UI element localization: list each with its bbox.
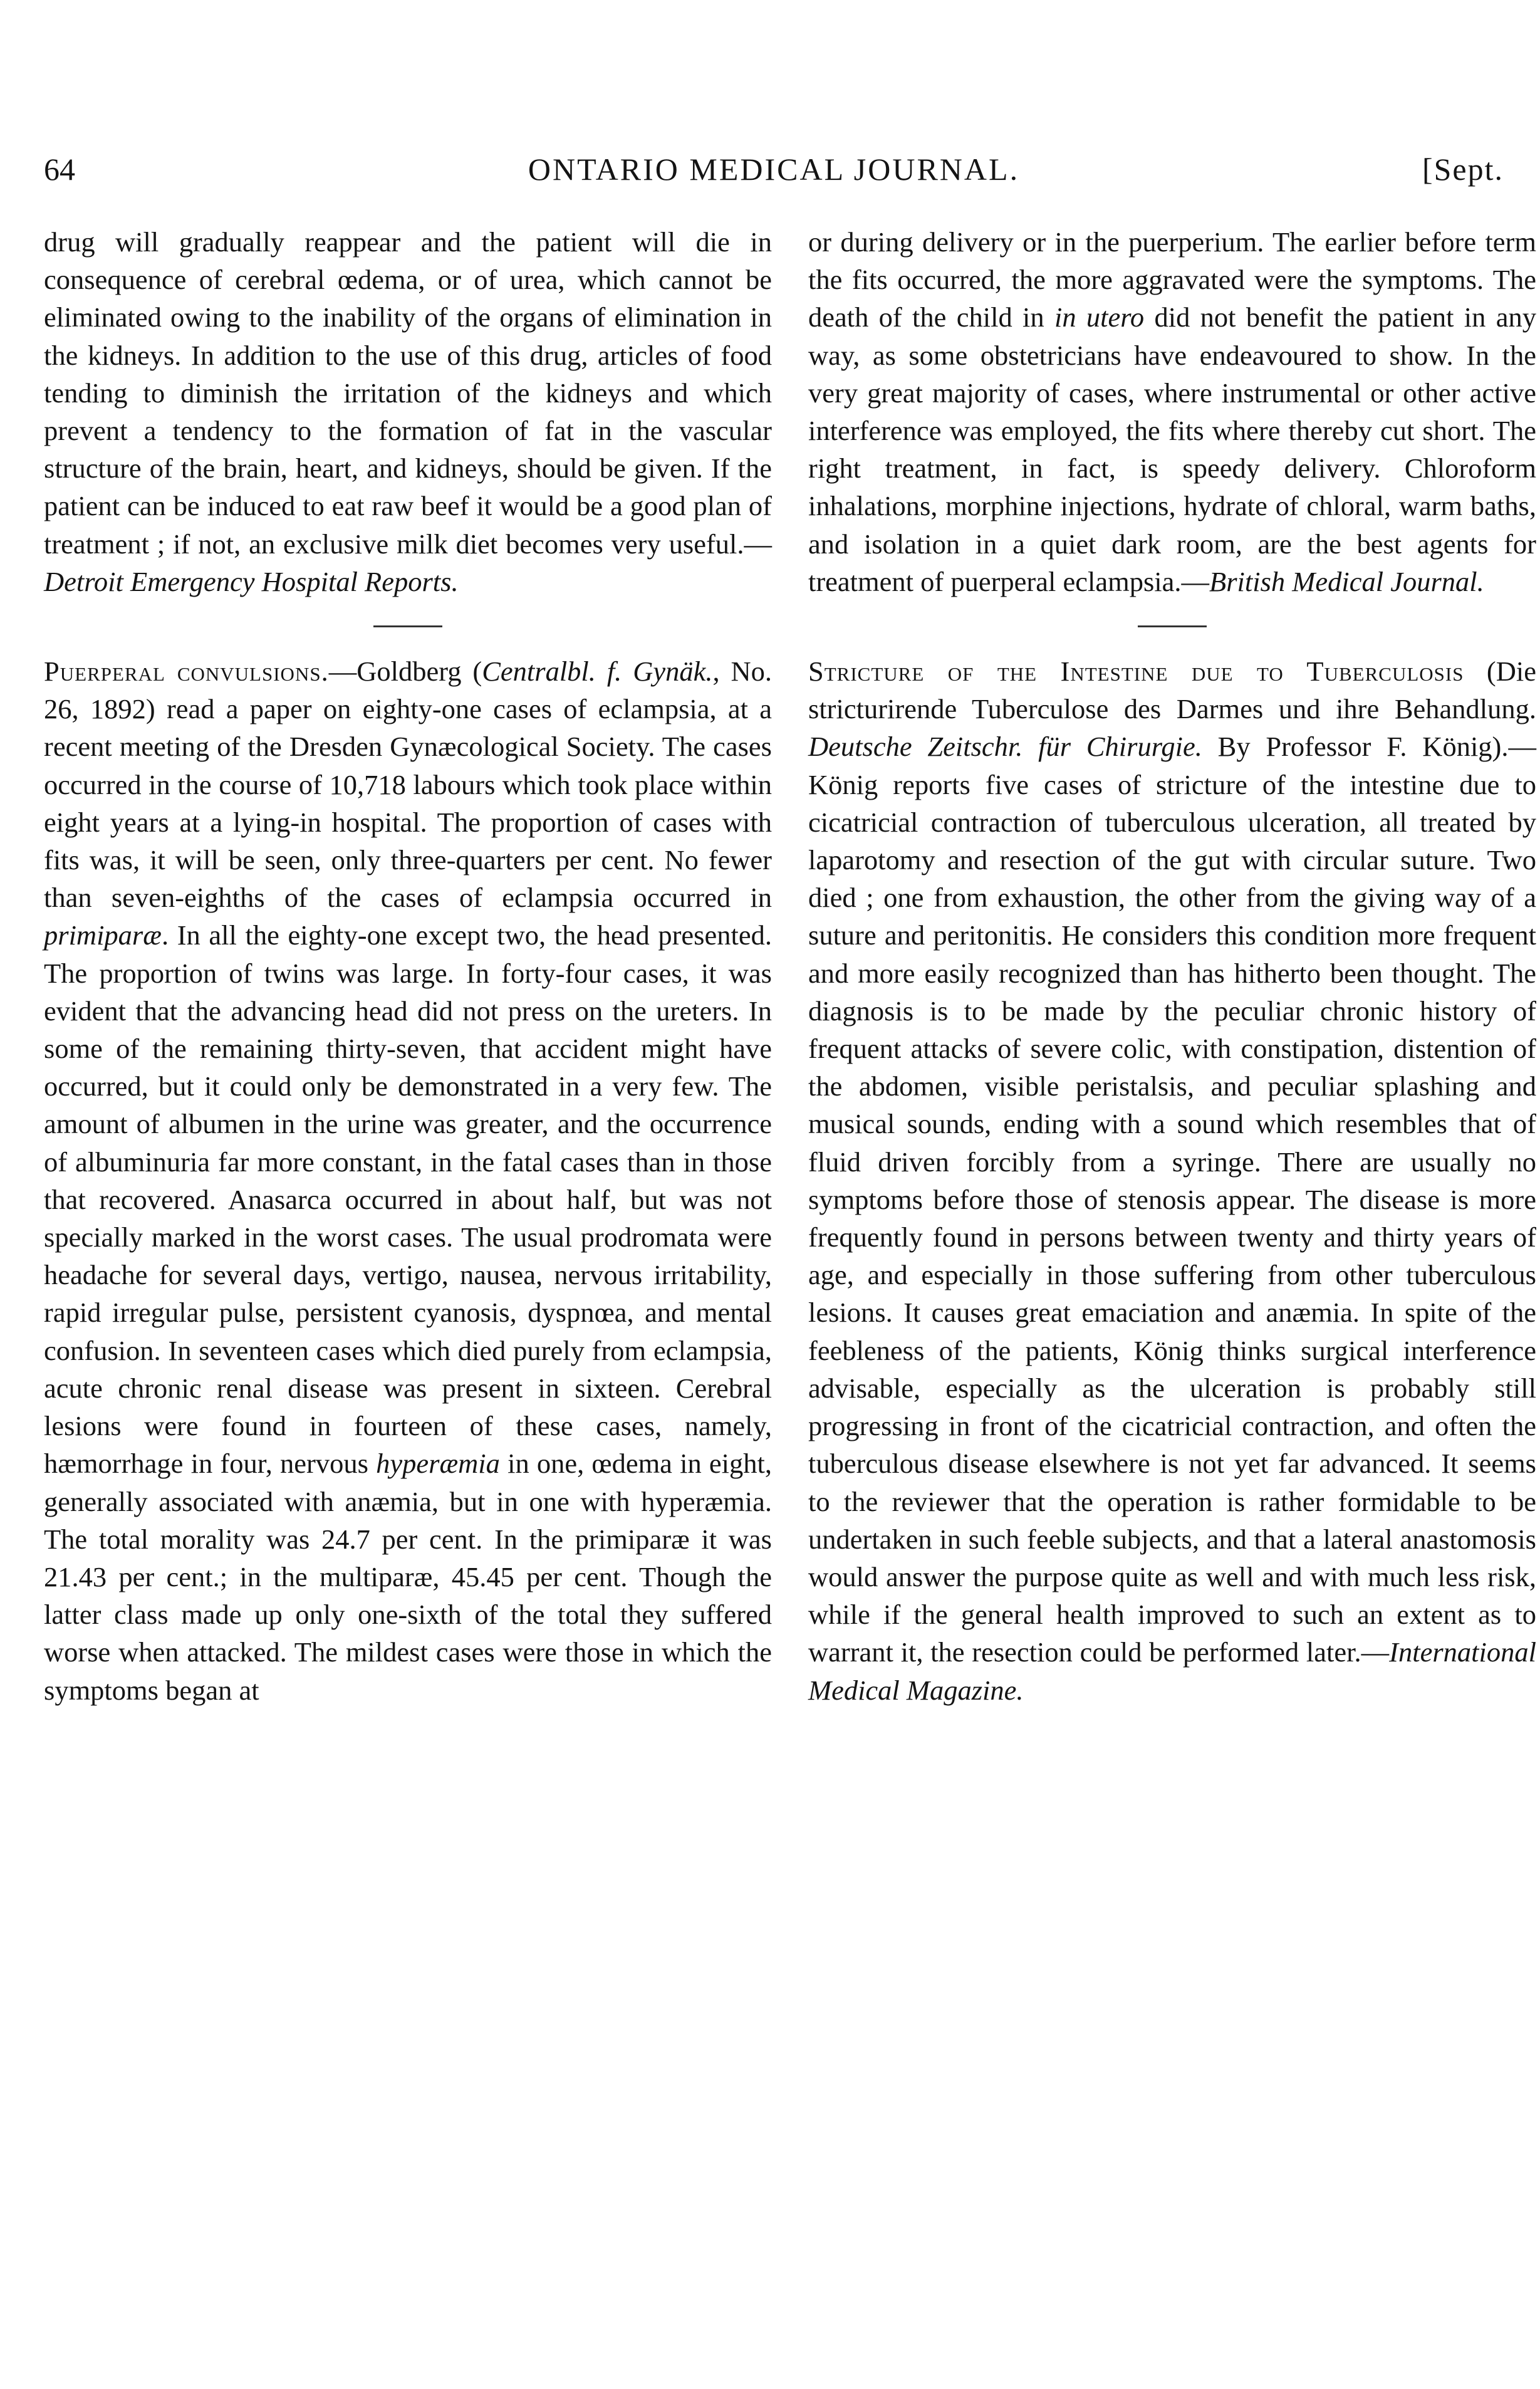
article-text: By Professor F. König).—König reports five cases of stricture of the intestine due to cicatricial contraction of tuberculous ulceration, all treated by laparotomy and resection of the gut with circular suture. Two died ; one from exhaustion, the other from the giving way of a suture and peritonitis. He considers this condition more frequent and more easily recognized than has hitherto been thought. The diagnosis is to be made by the peculiar chronic history of frequent attacks of severe colic, with constipation, distention of the abdomen, visible peristalsis, and peculiar splashing and musical sounds, ending with a sound which resembles that of fluid driven forcibly from a syringe. There are usually no symptoms before those of stenosis appear. The disease is more frequently found in persons between twenty and thirty years of age, and especially in those suffering from other tuberculous lesions. It causes great emaciation and anæmia. In spite of the feebleness of the patients, König thinks surgical interference advisable, especially as the ulceration is probably still progressing in front of the cicatricial contraction, and often the tuberculous disease elsewhere is not yet far advanced. It seems to the reviewer that the operation is rather formidable to be undertaken in such feeble subjects, and that a lateral anastomosis would answer the purpose quite as well and with much less risk, while if the general health improved to such an extent as to warrant it, the resection could be performed later.— xyxy=(808,731,1536,1668)
article-body: or during delivery or in the puerperium. The earlier before term the fits occurred, the more aggravated were the symptoms. The death of the child in xyxy=(808,226,1536,333)
article-italic-term: primiparæ xyxy=(44,919,162,951)
article-body: did not benefit the patient in any way, as some obstetricians have endeavoured to show. In the very great majority of cases, where instrumental or other active interference was employed, the fits where thereby cut short. The right treatment, in fact, is speedy delivery. Chloroform inhalations, morphine injections, hydrate of chloral, warm baths, and isolation in a quiet dark room, are the best agents for treatment of puerperal eclampsia.— xyxy=(808,301,1536,597)
article-source: Detroit Emergency Hospital Reports. xyxy=(44,565,459,597)
article-continuation xyxy=(808,223,1536,600)
article-text: (Die stricturirende Tuberculose des Darmes und ihre Behandlung. xyxy=(808,656,1536,725)
article-stricture-of-intestine xyxy=(808,652,1536,1709)
left-column xyxy=(44,223,772,1709)
running-head xyxy=(44,149,1504,189)
article-italic-term: hyperæmia xyxy=(376,1448,500,1480)
article-body: drug will gradually reappear and the patient will die in consequence of cerebral œdema, or of urea, which cannot be eliminated owing to the inability of the organs of elimination in the kidneys. In addition to the use of this drug, articles of food tending to diminish the irritation of the kidneys and which prevent a tendency to the formation of fat in the vascular structure of the brain, heart, and kidneys, should be given. If the patient can be induced to eat raw beef it would be a good plan of treatment ; if not, an exclusive milk diet becomes very useful.— xyxy=(44,226,772,560)
article-heading: Puerperal convulsions. xyxy=(44,656,329,687)
article-source: International Medical Magazine. xyxy=(808,1636,1536,1706)
article-text: . In all the eighty-one except two, the head presented. The proportion of twins was large. In forty-four cases, it was evident that the advancing head did not press on the ureters. In some of the remaining thirty-seven, that accident might have occurred, but it could only be demonstrated in a very few. The amount of albumen in the urine was greater, and the occurrence of albuminuria far more constant, in the fatal cases than in those that recovered. Anasarca occurred in about half, but was not specially marked in the worst cases. The usual prodromata were headache for several days, vertigo, nausea, nervous irritability, rapid irregular pulse, persistent cyanosis, dyspnœa, and mental confusion. In seventeen cases which died purely from eclampsia, acute chronic renal disease was present in sixteen. Cerebral lesions were found in fourteen of these cases, namely, hæmorrhage in four, nervous xyxy=(44,919,772,1480)
article-text: , No. 26, 1892) read a paper on eighty-one cases of eclampsia, at a recent meeting of the Dresden Gynæcological Society. The cases occurred in the course of 10,718 labours which took place within eight years at a lying-in hospital. The proportion of cases with fits was, it will be seen, only three-quarters per cent. No fewer than seven-eighths of the cases of eclampsia occurred in xyxy=(44,656,773,914)
journal-title: ONTARIO MEDICAL JOURNAL. xyxy=(528,152,1020,187)
right-column xyxy=(808,223,1536,1709)
article-citation: Centralbl. f. Gynäk. xyxy=(482,656,713,687)
article-source: British Medical Journal. xyxy=(1209,565,1484,597)
article-italic-term: in utero xyxy=(1054,301,1145,333)
article-continuation xyxy=(44,223,772,600)
article-heading: Stricture of the Intestine due to Tuberculosis xyxy=(808,656,1464,687)
section-divider xyxy=(1138,625,1207,627)
section-divider xyxy=(373,625,442,627)
article-puerperal-convulsions xyxy=(44,652,772,1709)
article-text: in one, œdema in eight, generally associated with anæmia, but in one with hyperæmia. The total morality was 24.7 per cent. In the primiparæ it was 21.43 per cent.; in the multiparæ, 45.45 per cent. Though the latter class made up only one-sixth of the total they suffered worse when attacked. The mildest cases were those in which the symptoms began at xyxy=(44,1448,773,1706)
article-citation: Deutsche Zeitschr. für Chirurgie. xyxy=(808,731,1202,763)
issue-month: [Sept. xyxy=(1422,152,1504,187)
article-lead: —Goldberg ( xyxy=(328,656,482,687)
page-number: 64 xyxy=(44,152,75,187)
